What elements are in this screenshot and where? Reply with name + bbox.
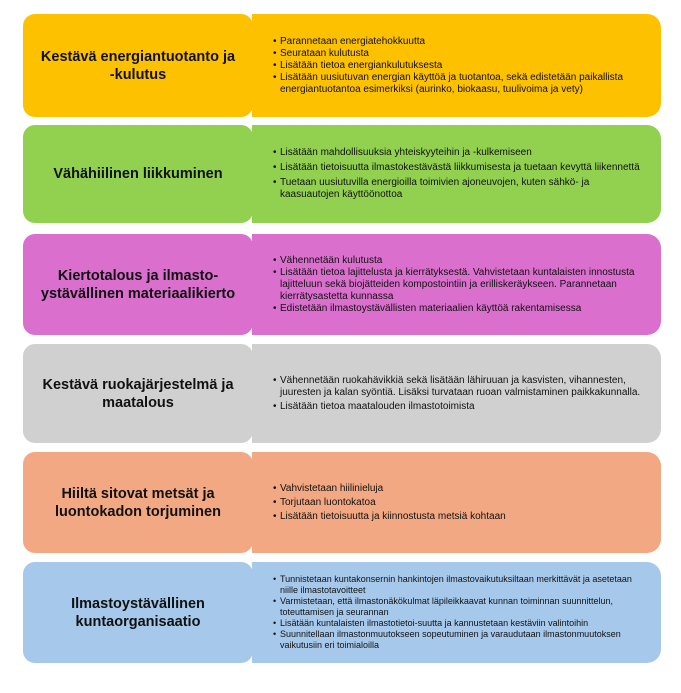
theme-title-box [23, 452, 253, 553]
theme-row-organisation [23, 562, 661, 663]
action-item: • Tunnistetaan kuntakonsernin hankintojen ilmastovaikutuksiltaan merkittävät ja asetetaan niille ilmastotavoitteet [274, 574, 649, 596]
action-item: • Lisätään kuntalaisten ilmastotietoi-suutta ja kannustetaan kestäviin valintoihin [274, 618, 649, 629]
action-item: • Varmistetaan, että ilmastonäkökulmat läpileikkaavat kunnan toiminnan suunnittelun, toteuttamisen ja seurannan [274, 596, 649, 618]
action-item: • Lisätään tietoa maatalouden ilmastotoimista [274, 401, 649, 413]
theme-actions-box [252, 14, 661, 117]
theme-row-mobility [23, 125, 661, 223]
theme-actions-box [252, 562, 661, 663]
theme-row-circular-economy [23, 234, 661, 335]
action-list [274, 574, 649, 651]
action-item: • Vähennetään kulutusta [274, 255, 649, 267]
theme-actions-box [252, 344, 661, 443]
action-item: • Lisätään tietoisuutta ilmastokestävästä liikkumisesta ja tuetaan kevyttä liikennettä [274, 162, 649, 174]
theme-title: Hiiltä sitovat metsät ja luontokadon torjuminen [55, 485, 221, 520]
action-item: • Torjutaan luontokatoa [274, 496, 649, 510]
theme-title-box [23, 234, 253, 335]
action-item: • Vähennetään ruokahävikkiä sekä lisätään lähiruuan ja kasvisten, vihannesten, juuresten ja kalan syöntiä. Lisäksi turvataan ruoan valmistaminen paikkakunnalla. [274, 375, 649, 399]
theme-title-box [23, 344, 253, 443]
action-item: • Tuetaan uusiutuvilla energioilla toimivien ajoneuvojen, kuten sähkö- ja kaasuautojen käyttöönottoa [274, 177, 649, 201]
theme-title: Kiertotalous ja ilmasto-ystävällinen materiaalikierto [40, 267, 236, 302]
action-list [274, 375, 649, 413]
theme-title: Kestävä energiantuotanto ja -kulutus [40, 48, 236, 83]
action-item: • Lisätään uusiutuvan energian käyttöä ja tuotantoa, sekä edistetään paikallista energiantuotantoa esimerkiksi (aurinko, biokaasu, tuulivoima ja vety) [274, 72, 649, 96]
action-item: • Parannetaan energiatehokkuutta [274, 36, 649, 48]
theme-row-energy [23, 14, 661, 117]
action-list [274, 36, 649, 96]
theme-title: Ilmastoystävällinen kuntaorganisaatio [71, 595, 205, 630]
action-list [274, 255, 649, 315]
theme-title-box [23, 14, 253, 117]
action-item: • Edistetään ilmastoystävällisten materiaalien käyttöä rakentamisessa [274, 303, 649, 315]
theme-actions-box [252, 125, 661, 223]
action-item: • Lisätään tietoisuutta ja kiinnostusta metsiä kohtaan [274, 510, 649, 524]
action-item: • Lisätään mahdollisuuksia yhteiskyyteihin ja -kulkemiseen [274, 147, 649, 159]
theme-title-box [23, 125, 253, 223]
theme-title: Vähähiilinen liikkuminen [53, 166, 223, 182]
theme-row-forests [23, 452, 661, 553]
action-list [274, 482, 649, 524]
theme-title: Kestävä ruokajärjestelmä ja maatalous [42, 376, 234, 411]
theme-actions-box [252, 234, 661, 335]
theme-actions-box [252, 452, 661, 553]
theme-row-food-system [23, 344, 661, 443]
action-item: • Vahvistetaan hiilinieluja [274, 482, 649, 496]
action-item: • Lisätään tietoa lajittelusta ja kierrätyksestä. Vahvistetaan kuntalaisten innostusta lajitteluun sekä biojätteiden kompostointiin ja erilliskeräykseen. Parannetaan kierrätysastetta kunnassa [274, 267, 649, 303]
action-item: • Lisätään tietoa energiankulutuksesta [274, 60, 649, 72]
action-item: • Suunnitellaan ilmastonmuutokseen sopeutuminen ja varaudutaan ilmastonmuutoksen vaikutusiin eri toimialoilla [274, 629, 649, 651]
action-list [274, 147, 649, 201]
theme-title-box [23, 562, 253, 663]
action-item: • Seurataan kulutusta [274, 48, 649, 60]
